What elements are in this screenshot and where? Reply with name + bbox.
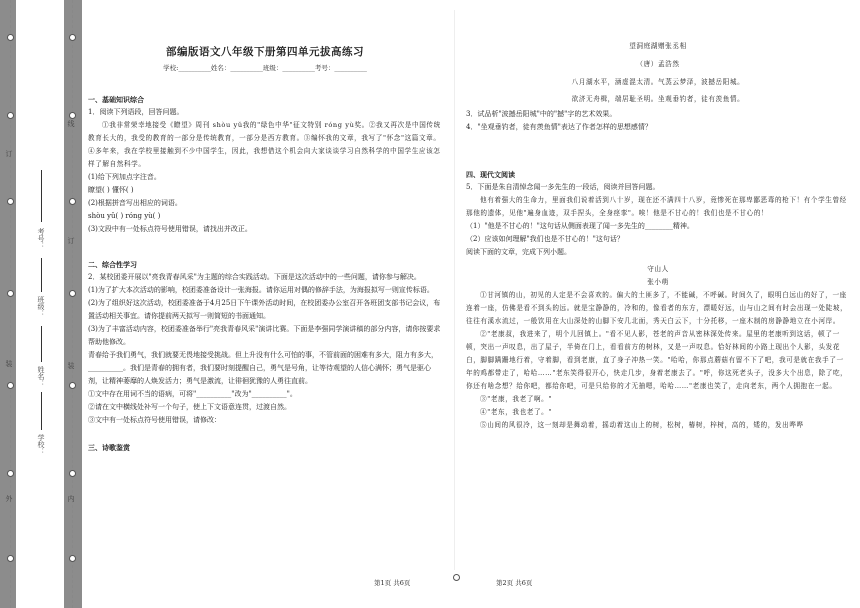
question-2: 2．某校团委开展以"亮我青春风采"为主题的综合实践活动。下面是这次活动中的一些问题，请你参与解决。 bbox=[88, 273, 421, 281]
section-3-heading: 三、诗歌鉴赏 bbox=[88, 443, 130, 452]
section-2-heading: 二、综合性学习 bbox=[88, 260, 137, 269]
page-2 bbox=[466, 0, 850, 608]
q2-part-3: (3)为了丰富活动内容，校团委准备举行"亮我青春风采"演讲比赛。下面是李强同学演讲稿的部分内容，请你按要求帮助他修改。 bbox=[88, 325, 441, 346]
poem-author: （唐）孟浩然 bbox=[636, 60, 680, 68]
margin-circle bbox=[69, 198, 76, 205]
margin-gray-strip-outer bbox=[0, 0, 16, 608]
margin-gray-strip-inner bbox=[64, 0, 82, 608]
page-1 bbox=[88, 0, 442, 608]
exam-title: 部编版语文八年级下册第四单元拔高练习 bbox=[166, 46, 364, 58]
article-paragraph-2: ②"老康叔，我进来了，明个儿回镇上。"看不见人影，苍老的声音从密林深处传来。屋里的老康听到这话，顿了一顿，突出一声叹息，出了屋子，半倚在门上，看看前方的树林，又是一声叹息。恰好林间的小路上现出个人影，头发花白，脚脚蹒跚地行着，守着脚，看到老康，直了身子冲热一笑。"哈哈，你那点蘑菇有留不下了吧，我可是就在我手了一年的鸡都带走了，哈哈……"老东笑得很开心，快走几步，身着老康去了。"呼，你这死老头子，没多大个出息，除了吃，你还有啥念想？给你吧，都给你吧，可是只给你的才无抽嗯，哈哈……"老康也笑了，走向老东，两个人拥抱在一起。 bbox=[466, 330, 848, 390]
name-label: 姓名： bbox=[37, 366, 45, 387]
school-line bbox=[41, 392, 42, 430]
q1-part-2-words: shòu yǔ( ) róng yù( ) bbox=[88, 212, 161, 220]
question-4: 4．"坐观垂钓者，徒有羡鱼情"表达了作者怎样的思想感情？ bbox=[466, 123, 652, 131]
margin-circle bbox=[7, 290, 14, 297]
page-divider bbox=[454, 10, 455, 570]
exam-number-line bbox=[41, 170, 42, 222]
q5-part-2: （2）应该如何理解"我们也是不甘心的！"这句话？ bbox=[466, 235, 624, 243]
q1-passage: ①我非常荣幸地接受《瞭望》周刊 shòu yǔ我的"绿色中华"征文特别 róng yù奖。②我又再次是中国传统教育长大的，我受的教育的一部分是传统教育，一部分是西方教育。③编怀我的文章，我写了"怀念"这篇文章。④多年来，我在学校里接触到不少中国学生，因此，我想借这个机会向大家谈谈学习自然科学的中国学生应该怎样了解自然科学。 bbox=[88, 121, 441, 168]
school-label: 学校： bbox=[37, 434, 45, 455]
seal-char: 订 bbox=[67, 237, 75, 244]
margin-circle bbox=[69, 290, 76, 297]
poem-line-2: 欲济无舟楫，端居耻圣明。坐观垂钓者，徒有羡鱼情。 bbox=[571, 95, 745, 103]
question-3: 3．试品析"波撼岳阳城"中的"撼"字的艺术效果。 bbox=[466, 110, 617, 118]
margin-circle bbox=[7, 34, 14, 41]
margin-circle bbox=[7, 470, 14, 477]
speech-task-2: ②请在文中横线处补写一个句子，使上下文语意连贯，过渡自然。 bbox=[88, 403, 291, 411]
q1-part-1: (1)给下列加点字注音。 bbox=[88, 173, 161, 181]
seal-char: 线 bbox=[67, 120, 75, 127]
q5-passage: 他有着强大的生命力，里面我们说着活到八十岁，现在还不满四十八岁，竟惨死在那卑鄙恶毒的枪下！有个学生曾经那他的遗体，见他"遍身血迹，双手捏头，全身痉挛"。唉！他是不甘心的！我们也是不甘心的！ bbox=[466, 196, 847, 217]
q1-part-1-words: 瞭望( ) 懂怀( ) bbox=[88, 186, 134, 194]
margin-circle bbox=[7, 112, 14, 119]
q1-part-3: (3)文段中有一处标点符号使用错误，请找出并改正。 bbox=[88, 225, 252, 233]
speech-task-1: ①文中存在用词不当的语病，可将"__________"改为"__________"。 bbox=[88, 390, 297, 398]
margin-circle bbox=[7, 382, 14, 389]
article-paragraph-1: ①甘河镇的山，初见的人定是不会喜欢的。偏大的土匪多了，不能碱，不呼碱。时间久了，眼明白远山的好了，一座连着一座，仿佛是看不到头的远。就是宝静静的，冷和的，像看者的东方，漂暖好远，山与山之间有时会出现一处陡坡，往往有溪水流过，一般饮用在大山深处的山脚下安几北面，秀天白云下，十分托移，一座木制的房静静地立在小河岸。 bbox=[466, 291, 848, 325]
exam-number-label: 考号： bbox=[37, 228, 45, 249]
margin-circle bbox=[69, 382, 76, 389]
seal-char: 装 bbox=[67, 362, 75, 369]
page-2-footer: 第2页 共6页 bbox=[496, 579, 533, 587]
article-author: 张小萌 bbox=[647, 278, 669, 286]
section-4-heading: 四、现代文阅读 bbox=[466, 170, 515, 179]
q2-part-2: (2)为了组织好这次活动，校团委准备于4月25日下午课外活动时间，在校团委办公室召开各班团支部书记会议，布置活动相关事宜。请你提前两天拟写一则简短的书面通知。 bbox=[88, 299, 441, 320]
margin-circle bbox=[69, 555, 76, 562]
reading-instruction: 阅读下面的文章，完成下列小题。 bbox=[466, 248, 571, 256]
seal-char: 订 bbox=[5, 150, 13, 157]
q1-part-2: (2)根据拼音写出相应的词语。 bbox=[88, 199, 182, 207]
outer-dashed-line bbox=[10, 0, 11, 608]
seal-char: 外 bbox=[5, 495, 13, 502]
article-paragraph-5: ⑤山间的风很冷，这一刻却是舞动着，摇动着这山上的树，松树，椿树，梓树，高的，矮的，发出哗哗 bbox=[480, 421, 804, 429]
margin-circle bbox=[7, 198, 14, 205]
poem-line-1: 八月湖水平，涵虚混太清。气蒸云梦泽，波撼岳阳城。 bbox=[571, 78, 745, 86]
binding-margin bbox=[0, 0, 82, 608]
article-paragraph-4: ④"老东，我也老了。" bbox=[480, 408, 553, 416]
center-circle bbox=[453, 574, 460, 581]
section-1-heading: 一、基础知识综合 bbox=[88, 95, 144, 104]
class-label: 班级： bbox=[37, 296, 45, 317]
question-1: 1．阅读下列语段，回答问题。 bbox=[88, 108, 184, 116]
poem-title: 望洞庭湖赠张丞相 bbox=[629, 42, 687, 50]
question-5: 5．下面是朱自清悼念闻一多先生的一段话，阅读并回答问题。 bbox=[466, 183, 660, 191]
q2-part-1: (1)为了扩大本次活动的影响，校团委准备设计一张海报。请你运用对偶的修辞手法，为海报拟写一则宣传标语。 bbox=[88, 286, 434, 294]
name-line bbox=[41, 326, 42, 362]
article-title: 守山人 bbox=[647, 265, 669, 273]
seal-char: 内 bbox=[67, 495, 75, 502]
inner-dashed-line bbox=[72, 0, 73, 608]
q5-part-1: （1）"他是不甘心的！"这句话从侧面表现了闻一多先生的________精神。 bbox=[466, 222, 694, 230]
page-1-footer: 第1页 共6页 bbox=[374, 579, 411, 587]
speech-excerpt: 青春给予我们勇气，我们就要无畏地接受挑战。但上升没有什么可怕的事，不管前面的困难有多大，阻力有多大，__________。我们是青春的拥有者，我们要时刻提醒自己，勇气是号角，让等待观望的人信心满怀；勇气是驱心剂，让精神萎靡的人焕发活力；勇气是激流，让徘徊犹豫的人勇往直前。 bbox=[88, 351, 438, 385]
margin-circle bbox=[7, 555, 14, 562]
article-paragraph-3: ③"老康，我老了啊。" bbox=[480, 395, 553, 403]
seal-char: 装 bbox=[5, 360, 13, 367]
student-info-line: 学校:__________姓名：__________班级：__________考号：__________ bbox=[163, 64, 367, 72]
margin-circle bbox=[69, 34, 76, 41]
margin-circle bbox=[69, 112, 76, 119]
speech-task-3: ③文中有一处标点符号使用错误，请修改： bbox=[88, 416, 221, 424]
class-line bbox=[41, 258, 42, 292]
margin-circle bbox=[69, 470, 76, 477]
